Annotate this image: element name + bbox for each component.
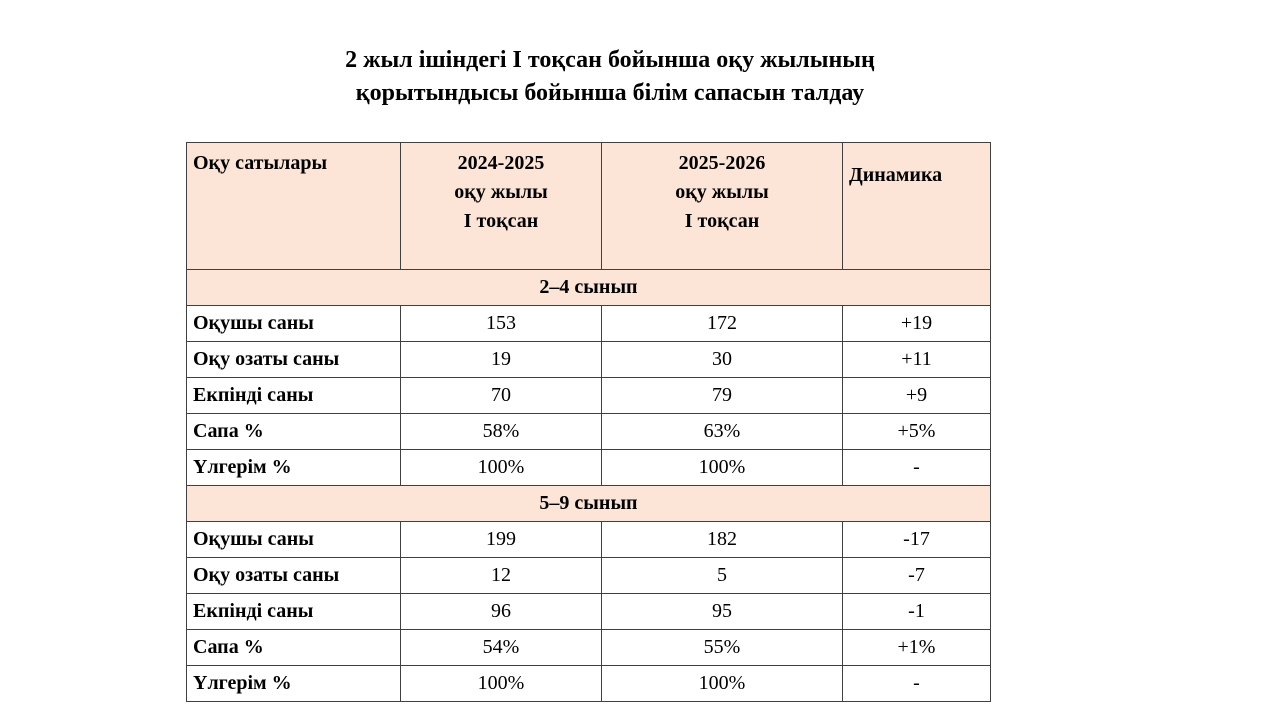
cell-dynamics: -1 <box>843 594 991 630</box>
cell-2024-2025: 19 <box>401 342 602 378</box>
cell-2025-2026: 100% <box>602 450 843 486</box>
cell-2024-2025: 199 <box>401 522 602 558</box>
table-row <box>187 522 991 558</box>
cell-2024-2025: 96 <box>401 594 602 630</box>
cell-2024-2025: 70 <box>401 378 602 414</box>
table-row <box>187 630 991 666</box>
cell-dynamics: +11 <box>843 342 991 378</box>
table-row <box>187 342 991 378</box>
title-line-1: 2 жыл ішіндегі І тоқсан бойынша оқу жылының <box>345 47 875 73</box>
cell-dynamics: - <box>843 666 991 702</box>
cell-2024-2025: 12 <box>401 558 602 594</box>
title-line-2: қорытындысы бойынша білім сапасын талдау <box>355 80 865 106</box>
row-label: Үлгерім % <box>187 450 401 486</box>
cell-2025-2026: 30 <box>602 342 843 378</box>
table-row <box>187 666 991 702</box>
header-year-2024-2025-line-3: І тоқсан <box>463 210 539 232</box>
section-row-grades-2-4 <box>187 270 991 306</box>
header-year-2025-2026-line-1: 2025-2026 <box>678 152 766 174</box>
cell-2025-2026: 79 <box>602 378 843 414</box>
cell-2024-2025: 100% <box>401 450 602 486</box>
section-title: 5–9 сынып <box>187 486 991 522</box>
table-row <box>187 450 991 486</box>
row-label: Сапа % <box>187 414 401 450</box>
section-row-grades-5-9 <box>187 486 991 522</box>
row-label: Оқу озаты саны <box>187 342 401 378</box>
row-label: Екпінді саны <box>187 594 401 630</box>
row-label: Оқу озаты саны <box>187 558 401 594</box>
page-title <box>0 44 1220 110</box>
row-label: Екпінді саны <box>187 378 401 414</box>
cell-2024-2025: 100% <box>401 666 602 702</box>
cell-2025-2026: 63% <box>602 414 843 450</box>
cell-2025-2026: 182 <box>602 522 843 558</box>
row-label: Оқушы саны <box>187 306 401 342</box>
table-row <box>187 558 991 594</box>
row-label: Үлгерім % <box>187 666 401 702</box>
cell-2025-2026: 5 <box>602 558 843 594</box>
cell-2024-2025: 54% <box>401 630 602 666</box>
quality-analysis-table <box>186 142 991 702</box>
cell-2025-2026: 55% <box>602 630 843 666</box>
header-year-2024-2025-line-1: 2024-2025 <box>457 152 545 174</box>
table-row <box>187 414 991 450</box>
cell-2025-2026: 172 <box>602 306 843 342</box>
header-dynamics: Динамика <box>843 143 991 270</box>
cell-dynamics: -17 <box>843 522 991 558</box>
table-row <box>187 594 991 630</box>
table-row <box>187 378 991 414</box>
cell-dynamics: -7 <box>843 558 991 594</box>
cell-2025-2026: 95 <box>602 594 843 630</box>
cell-dynamics: +1% <box>843 630 991 666</box>
header-year-2024-2025-line-2: оқу жылы <box>454 181 548 203</box>
cell-2024-2025: 58% <box>401 414 602 450</box>
header-year-2025-2026-line-3: І тоқсан <box>684 210 760 232</box>
cell-2025-2026: 100% <box>602 666 843 702</box>
header-stages: Оқу сатылары <box>187 143 401 270</box>
table-header-row <box>187 143 991 270</box>
header-year-2025-2026 <box>602 143 843 270</box>
cell-dynamics: +19 <box>843 306 991 342</box>
row-label: Оқушы саны <box>187 522 401 558</box>
cell-dynamics: +9 <box>843 378 991 414</box>
header-year-2025-2026-line-2: оқу жылы <box>675 181 769 203</box>
cell-dynamics: - <box>843 450 991 486</box>
cell-2024-2025: 153 <box>401 306 602 342</box>
table-row <box>187 306 991 342</box>
row-label: Сапа % <box>187 630 401 666</box>
section-title: 2–4 сынып <box>187 270 991 306</box>
header-year-2024-2025 <box>401 143 602 270</box>
cell-dynamics: +5% <box>843 414 991 450</box>
